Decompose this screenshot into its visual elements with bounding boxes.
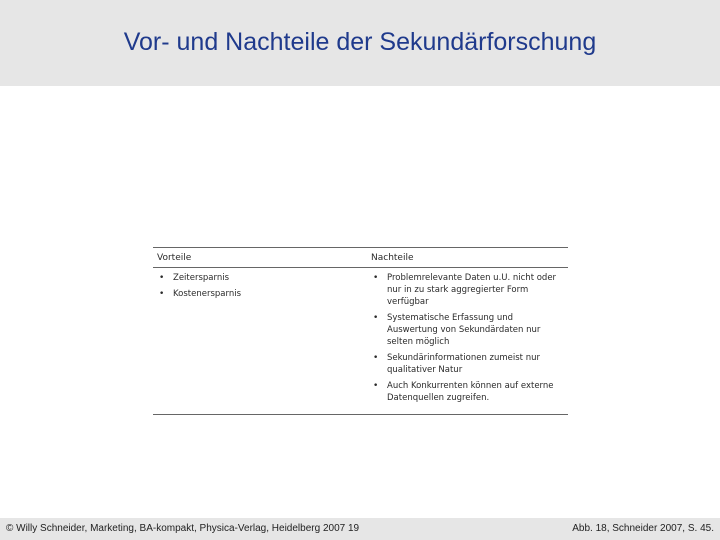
disadvantage-text: Sekundärinformationen zumeist nur qualitativer Natur: [387, 353, 540, 375]
slide-footer: [0, 518, 720, 540]
disadvantage-text: Problemrelevante Daten u.U. nicht oder nur in zu stark aggregierter Form verfügbar: [387, 273, 557, 307]
bullet-icon: •: [373, 313, 379, 323]
footer-copyright: © Willy Schneider, Marketing, BA-kompakt, Physica-Verlag, Heidelberg 2007 19: [6, 523, 360, 534]
bullet-icon: •: [373, 381, 379, 391]
list-item: [157, 288, 363, 300]
advantage-text: Zeitersparnis: [173, 273, 230, 283]
slide-title: Vor- und Nachteile der Sekundärforschung: [123, 28, 597, 56]
bullet-icon: •: [373, 353, 379, 363]
table-row: [153, 268, 568, 415]
comparison-table-wrap: [153, 247, 568, 415]
bullet-icon: •: [159, 289, 165, 299]
slide-header: [0, 0, 720, 86]
list-item: [371, 312, 564, 348]
list-item: [371, 352, 564, 376]
advantages-list: [157, 272, 363, 300]
bullet-icon: •: [373, 273, 379, 283]
disadvantages-list: [371, 272, 564, 404]
comparison-table: [153, 247, 568, 415]
disadvantage-text: Auch Konkurrenten können auf externe Datenquellen zugreifen.: [387, 381, 554, 403]
footer-source: Abb. 18, Schneider 2007, S. 45.: [572, 523, 714, 534]
disadvantages-cell: [367, 268, 568, 415]
header-disadvantages: Nachteile: [367, 248, 568, 268]
advantage-text: Kostenersparnis: [173, 289, 242, 299]
table-header-row: [153, 248, 568, 268]
advantages-cell: [153, 268, 367, 415]
disadvantage-text: Systematische Erfassung und Auswertung von Sekundärdaten nur selten möglich: [387, 313, 541, 347]
header-advantages: Vorteile: [153, 248, 367, 268]
list-item: [371, 272, 564, 308]
list-item: [157, 272, 363, 284]
list-item: [371, 380, 564, 404]
bullet-icon: •: [159, 273, 165, 283]
